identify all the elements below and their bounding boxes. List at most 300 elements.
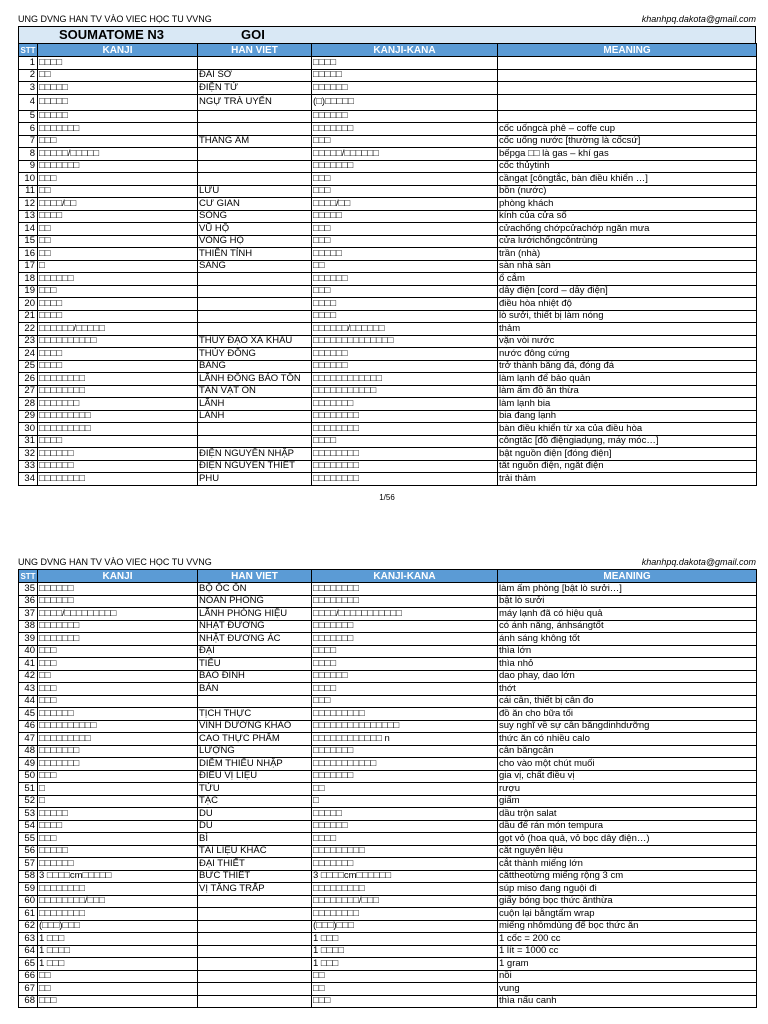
cell-han-viet: BỘ ỐC ÔN	[198, 583, 312, 596]
cell-stt: 65	[19, 958, 38, 971]
col-header-stt: STT	[20, 571, 36, 581]
cell-kanji-kana: □□□□□□□□	[312, 460, 498, 473]
cell-han-viet: BẢN	[198, 683, 312, 696]
cell-kanji-kana: □□□	[312, 235, 498, 248]
cell-kanji: □□□□□□□□□□	[38, 335, 198, 348]
cell-kanji: □□□	[38, 683, 198, 696]
cell-meaning: sàn nhà sàn	[498, 260, 757, 273]
cell-meaning: trở thành băng đá, đóng đá	[498, 360, 757, 373]
col-header-stt: STT	[20, 45, 36, 55]
cell-kanji-kana: □□□□□□/□□□□□□	[312, 323, 498, 336]
cell-kanji-kana: (□)□□□□□	[312, 94, 498, 110]
table-row	[19, 595, 757, 608]
cell-kanji: □□□□□□□	[38, 745, 198, 758]
header-title: UNG DVNG HAN TV VÀO VIEC HỌC TU VVNG	[18, 14, 212, 24]
cell-stt: 66	[19, 970, 38, 983]
cell-kanji-kana: □□□□□□	[312, 820, 498, 833]
table-row	[19, 310, 757, 323]
cell-han-viet: DIÊM THIỂU NHẬP	[198, 758, 312, 771]
cell-kanji-kana: □□□□□□□□□	[312, 883, 498, 896]
cell-kanji-kana: □□□	[312, 223, 498, 236]
table-row	[19, 733, 757, 746]
cell-han-viet: PHU	[198, 473, 312, 486]
cell-meaning: cốc thủytinh	[498, 160, 757, 173]
cell-kanji-kana: □□□□□□	[312, 82, 498, 95]
cell-stt: 8	[19, 148, 38, 161]
table-row	[19, 473, 757, 486]
cell-meaning: thảm	[498, 323, 757, 336]
cell-stt: 54	[19, 820, 38, 833]
table-row	[19, 423, 757, 436]
table-row	[19, 385, 757, 398]
cell-han-viet	[198, 895, 312, 908]
cell-han-viet	[198, 323, 312, 336]
cell-kanji-kana: □□□□□□□□□□□	[312, 385, 498, 398]
table-row	[19, 110, 757, 123]
cell-han-viet: TỬU	[198, 783, 312, 796]
table-row	[19, 360, 757, 373]
cell-stt: 44	[19, 695, 38, 708]
col-header-meaning: MEANING	[498, 570, 757, 583]
cell-stt: 3	[19, 82, 38, 95]
cell-stt: 25	[19, 360, 38, 373]
cell-kanji: □□□□□□	[38, 595, 198, 608]
cell-stt: 59	[19, 883, 38, 896]
cell-stt: 22	[19, 323, 38, 336]
table-row	[19, 758, 757, 771]
cell-han-viet	[198, 273, 312, 286]
cell-han-viet	[198, 173, 312, 186]
table-row	[19, 123, 757, 136]
cell-stt: 43	[19, 683, 38, 696]
table-row	[19, 620, 757, 633]
cell-kanji: □□□□□□	[38, 460, 198, 473]
cell-stt: 2	[19, 69, 38, 82]
cell-kanji-kana: □□□	[312, 695, 498, 708]
cell-han-viet: TỊCH THỰC	[198, 708, 312, 721]
cell-kanji: □□□□□□□	[38, 620, 198, 633]
table-row	[19, 94, 757, 110]
cell-kanji: □	[38, 260, 198, 273]
cell-kanji-kana: □□□□	[312, 298, 498, 311]
section-title-bar	[18, 26, 756, 43]
cell-kanji-kana: 1 □□□	[312, 958, 498, 971]
cell-stt: 17	[19, 260, 38, 273]
cell-stt: 30	[19, 423, 38, 436]
cell-kanji-kana: □□□	[312, 995, 498, 1008]
table-row	[19, 198, 757, 211]
cell-kanji: □□□□□□	[38, 273, 198, 286]
cell-meaning: dây điện [cord – dây điện]	[498, 285, 757, 298]
col-header-kanji-kana: KANJI-KANA	[312, 44, 498, 57]
cell-han-viet: ĐẠI	[198, 645, 312, 658]
cell-kanji: □□□	[38, 695, 198, 708]
cell-han-viet	[198, 995, 312, 1008]
cell-meaning: dầu trộn salat	[498, 808, 757, 821]
cell-kanji: □□	[38, 185, 198, 198]
cell-meaning: cuộn lại bằngtấm wrap	[498, 908, 757, 921]
cell-meaning: trải thảm	[498, 473, 757, 486]
cell-stt: 38	[19, 620, 38, 633]
cell-han-viet	[198, 298, 312, 311]
cell-meaning: suy nghĩ về sự cân bằngdinhdưỡng	[498, 720, 757, 733]
cell-han-viet: LÃNH	[198, 398, 312, 411]
cell-kanji: □□□□□□□	[38, 398, 198, 411]
cell-kanji-kana: □□	[312, 970, 498, 983]
cell-han-viet	[198, 435, 312, 448]
cell-meaning: bồn (nước)	[498, 185, 757, 198]
cell-kanji: □□□□/□□□□□□□□□	[38, 608, 198, 621]
table-row	[19, 683, 757, 696]
table-row	[19, 983, 757, 996]
cell-stt: 5	[19, 110, 38, 123]
cell-kanji: □□□□	[38, 820, 198, 833]
cell-stt: 27	[19, 385, 38, 398]
cell-kanji-kana: 3 □□□□cm□□□□□□	[312, 870, 498, 883]
cell-stt: 20	[19, 298, 38, 311]
cell-meaning	[498, 69, 757, 82]
cell-stt: 39	[19, 633, 38, 646]
cell-stt: 52	[19, 795, 38, 808]
cell-stt: 34	[19, 473, 38, 486]
cell-kanji-kana: □□□□□□□	[312, 633, 498, 646]
cell-kanji: □□	[38, 983, 198, 996]
cell-han-viet	[198, 970, 312, 983]
vocab-table	[18, 43, 757, 486]
cell-meaning: gọt vỏ (hoa quả, vỏ bọc dây điện…)	[498, 833, 757, 846]
cell-kanji-kana: □□	[312, 983, 498, 996]
cell-kanji: □	[38, 795, 198, 808]
table-row	[19, 223, 757, 236]
cell-kanji-kana: □□□□	[312, 658, 498, 671]
cell-meaning	[498, 110, 757, 123]
cell-meaning: cắt nguyên liệu	[498, 845, 757, 858]
table-row	[19, 670, 757, 683]
cell-stt: 24	[19, 348, 38, 361]
cell-meaning: lò sưởi, thiết bị làm nóng	[498, 310, 757, 323]
cell-han-viet: VÕNG HỘ	[198, 235, 312, 248]
table-row	[19, 870, 757, 883]
table-row	[19, 770, 757, 783]
cell-stt: 13	[19, 210, 38, 223]
cell-kanji: 1 □□□□	[38, 945, 198, 958]
cell-meaning: ánh sáng không tốt	[498, 633, 757, 646]
table-row	[19, 273, 757, 286]
cell-han-viet: NGỰ TRÀ UYỂN	[198, 94, 312, 110]
cell-stt: 16	[19, 248, 38, 261]
cell-kanji-kana: □□□□□□	[312, 110, 498, 123]
col-header-han-viet: HAN VIET	[198, 44, 312, 57]
cell-stt: 60	[19, 895, 38, 908]
cell-stt: 37	[19, 608, 38, 621]
cell-kanji: □□□□□□□	[38, 633, 198, 646]
cell-kanji-kana: □□□□□□□□	[312, 595, 498, 608]
cell-kanji: □□□□□□□□□□	[38, 720, 198, 733]
cell-meaning: làm lạnh để bảo quản	[498, 373, 757, 386]
cell-stt: 9	[19, 160, 38, 173]
table-row	[19, 908, 757, 921]
cell-han-viet: TÀN VẬT ÔN	[198, 385, 312, 398]
page-header	[18, 10, 756, 26]
table-row	[19, 57, 757, 70]
cell-meaning: đồ ăn cho bữa tối	[498, 708, 757, 721]
cell-kanji: □□□	[38, 770, 198, 783]
cell-kanji: □□□	[38, 135, 198, 148]
table-row	[19, 285, 757, 298]
cell-kanji: □□□□□□/□□□□□	[38, 323, 198, 336]
cell-kanji: □□□□□□□□□	[38, 423, 198, 436]
cell-kanji-kana: □□□□/□□	[312, 198, 498, 211]
cell-stt: 6	[19, 123, 38, 136]
cell-kanji-kana: □□□□□□□□	[312, 410, 498, 423]
cell-stt: 23	[19, 335, 38, 348]
cell-kanji-kana: □□□□	[312, 57, 498, 70]
cell-meaning: thớt	[498, 683, 757, 696]
cell-stt: 41	[19, 658, 38, 671]
cell-stt: 57	[19, 858, 38, 871]
cell-meaning: trần (nhà)	[498, 248, 757, 261]
cell-stt: 53	[19, 808, 38, 821]
cell-han-viet	[198, 110, 312, 123]
cell-han-viet: THỦY ĐẠO XÀ KHẨU	[198, 335, 312, 348]
cell-stt: 42	[19, 670, 38, 683]
cell-kanji: □□□□□□□□/□□□	[38, 895, 198, 908]
cell-stt: 29	[19, 410, 38, 423]
cell-kanji-kana: □□□□□□□	[312, 770, 498, 783]
cell-kanji-kana: □□□□□□□	[312, 620, 498, 633]
cell-han-viet: THIÊN TỈNH	[198, 248, 312, 261]
cell-kanji-kana: □□□□□□□□□□□□□□□	[312, 720, 498, 733]
table-row	[19, 335, 757, 348]
cell-stt: 61	[19, 908, 38, 921]
table-row	[19, 795, 757, 808]
cell-meaning: làm ấm phòng [bật lò sưởi…]	[498, 583, 757, 596]
cell-meaning: máy lạnh đã có hiệu quả	[498, 608, 757, 621]
cell-han-viet	[198, 908, 312, 921]
cell-kanji-kana: □□□□□□□	[312, 160, 498, 173]
cell-kanji-kana: □□□	[312, 135, 498, 148]
cell-meaning	[498, 57, 757, 70]
page-number: 1/56	[379, 492, 395, 502]
cell-han-viet: LÃNH ĐÔNG BẢO TỒN	[198, 373, 312, 386]
col-header-kanji: KANJI	[38, 44, 198, 57]
cell-han-viet: TẠC	[198, 795, 312, 808]
cell-kanji-kana: □□□	[312, 185, 498, 198]
cell-meaning: cân bằngcân	[498, 745, 757, 758]
cell-han-viet: TÀI LIỆU KHẮC	[198, 845, 312, 858]
cell-kanji: □□□□	[38, 210, 198, 223]
cell-meaning: 1 lít = 1000 cc	[498, 945, 757, 958]
vocab-table	[18, 569, 757, 1008]
cell-kanji: □□	[38, 69, 198, 82]
cell-kanji: □□□□□□□□□	[38, 733, 198, 746]
cell-kanji-kana: □□□□	[312, 833, 498, 846]
cell-han-viet: CƯ GIAN	[198, 198, 312, 211]
cell-han-viet	[198, 958, 312, 971]
cell-kanji: 1 □□□	[38, 933, 198, 946]
cell-kanji: 1 □□□	[38, 958, 198, 971]
table-row	[19, 895, 757, 908]
cell-kanji: □□□□/□□	[38, 198, 198, 211]
cell-kanji: □□□□	[38, 435, 198, 448]
cell-kanji: □□□□□□	[38, 448, 198, 461]
cell-kanji-kana: □□□□□□	[312, 273, 498, 286]
cell-meaning: cửa lướichốngcôntrùng	[498, 235, 757, 248]
cell-han-viet	[198, 933, 312, 946]
table-row	[19, 995, 757, 1008]
cell-kanji: □□□□□	[38, 110, 198, 123]
table-row	[19, 808, 757, 821]
cell-stt: 35	[19, 583, 38, 596]
cell-han-viet	[198, 423, 312, 436]
cell-han-viet	[198, 945, 312, 958]
cell-kanji-kana: □□□□/□□□□□□□□□□□	[312, 608, 498, 621]
cell-kanji-kana: □□□□□	[312, 210, 498, 223]
table-row	[19, 348, 757, 361]
cell-kanji: □□□	[38, 995, 198, 1008]
table-row	[19, 210, 757, 223]
cell-kanji-kana: □□□□□□□	[312, 123, 498, 136]
cell-meaning: bếpga □□ là gas – khí gas	[498, 148, 757, 161]
cell-kanji: □□□	[38, 658, 198, 671]
cell-kanji-kana: □□□□□□□□□□□□□□	[312, 335, 498, 348]
cell-han-viet	[198, 310, 312, 323]
cell-han-viet	[198, 123, 312, 136]
cell-meaning: 1 cốc = 200 cc	[498, 933, 757, 946]
table-row	[19, 608, 757, 621]
cell-kanji-kana: □	[312, 795, 498, 808]
table-row	[19, 658, 757, 671]
cell-han-viet: SONG	[198, 210, 312, 223]
cell-meaning: thức ăn có nhiều calo	[498, 733, 757, 746]
cell-han-viet: CAO THỰC PHẨM	[198, 733, 312, 746]
cell-kanji-kana: 1 □□□□	[312, 945, 498, 958]
table-row	[19, 373, 757, 386]
cell-kanji-kana: □□□□□□	[312, 670, 498, 683]
cell-han-viet	[198, 160, 312, 173]
cell-stt: 40	[19, 645, 38, 658]
table-row	[19, 583, 757, 596]
cell-meaning: cốc uốngcà phê – coffe cup	[498, 123, 757, 136]
cell-kanji: □□□□□□	[38, 708, 198, 721]
cell-meaning: ổ cắm	[498, 273, 757, 286]
cell-meaning: dầu để rán món tempura	[498, 820, 757, 833]
cell-han-viet: LƯỢNG	[198, 745, 312, 758]
cell-stt: 67	[19, 983, 38, 996]
cell-stt: 7	[19, 135, 38, 148]
cell-han-viet	[198, 983, 312, 996]
cell-stt: 47	[19, 733, 38, 746]
cell-kanji-kana: □□□□□□□	[312, 858, 498, 871]
table-row	[19, 173, 757, 186]
cell-stt: 62	[19, 920, 38, 933]
cell-meaning: cắt thành miếng lớn	[498, 858, 757, 871]
cell-kanji: □□□□	[38, 298, 198, 311]
table-row	[19, 858, 757, 871]
cell-kanji: □□□	[38, 645, 198, 658]
table-row	[19, 745, 757, 758]
cell-han-viet: ĐÀI SỞ	[198, 69, 312, 82]
cell-stt: 14	[19, 223, 38, 236]
cell-han-viet: THỦY ĐÔNG	[198, 348, 312, 361]
table-row	[19, 260, 757, 273]
col-header-han-viet: HAN VIET	[198, 570, 312, 583]
table-row	[19, 410, 757, 423]
cell-stt: 1	[19, 57, 38, 70]
cell-stt: 10	[19, 173, 38, 186]
header-email: khanhpq.dakota@gmail.com	[641, 557, 756, 567]
table-row	[19, 695, 757, 708]
cell-stt: 18	[19, 273, 38, 286]
cell-kanji: □□□□□□□□	[38, 883, 198, 896]
table-row	[19, 135, 757, 148]
document-page-2	[18, 553, 756, 1008]
cell-han-viet: BĂNG	[198, 360, 312, 373]
cell-stt: 32	[19, 448, 38, 461]
cell-meaning: thìa nấu canh	[498, 995, 757, 1008]
cell-meaning: 1 gram	[498, 958, 757, 971]
cell-meaning: làm ấm đồ ăn thừa	[498, 385, 757, 398]
cell-meaning: bật lò sưởi	[498, 595, 757, 608]
cell-han-viet: SÀNG	[198, 260, 312, 273]
cell-han-viet: ĐIỆN TỬ	[198, 82, 312, 95]
cell-stt: 46	[19, 720, 38, 733]
cell-kanji-kana: □□□□	[312, 683, 498, 696]
cell-han-viet: ĐIỆN NGUYÊN NHẬP	[198, 448, 312, 461]
cell-meaning: súp miso đang nguội đi	[498, 883, 757, 896]
cell-kanji: □□□□□	[38, 82, 198, 95]
cell-meaning: rượu	[498, 783, 757, 796]
cell-kanji: □□	[38, 670, 198, 683]
cell-kanji-kana: □□□□□□	[312, 348, 498, 361]
cell-kanji: □□□□□□□□	[38, 908, 198, 921]
cell-han-viet: LƯU	[198, 185, 312, 198]
table-row	[19, 920, 757, 933]
page-header	[18, 553, 756, 569]
cell-kanji-kana: □□□□□□□	[312, 398, 498, 411]
table-row	[19, 783, 757, 796]
cell-han-viet	[198, 695, 312, 708]
cell-kanji-kana: □□□□□□□□□□□□	[312, 373, 498, 386]
table-row	[19, 69, 757, 82]
cell-han-viet: BÌ	[198, 833, 312, 846]
cell-kanji: □□	[38, 235, 198, 248]
cell-han-viet: DU	[198, 820, 312, 833]
cell-kanji-kana: □□□□	[312, 310, 498, 323]
cell-stt: 28	[19, 398, 38, 411]
cell-kanji: 3 □□□□cm□□□□□	[38, 870, 198, 883]
cell-kanji-kana: □□□	[312, 173, 498, 186]
cell-meaning: làm lạnh bia	[498, 398, 757, 411]
cell-meaning: côngtắc [đồ điệngiadụng, máy móc…]	[498, 435, 757, 448]
table-row	[19, 708, 757, 721]
cell-kanji-kana: 1 □□□	[312, 933, 498, 946]
cell-kanji: □□□□□□□	[38, 758, 198, 771]
cell-stt: 51	[19, 783, 38, 796]
cell-kanji-kana: □□□□□□□□□	[312, 708, 498, 721]
cell-kanji-kana: □□□□□	[312, 69, 498, 82]
cell-kanji: □□□□□□□□	[38, 473, 198, 486]
cell-meaning	[498, 94, 757, 110]
cell-stt: 50	[19, 770, 38, 783]
section-title: GOI	[241, 27, 265, 42]
table-row	[19, 448, 757, 461]
cell-kanji-kana: □□□□□□□□	[312, 423, 498, 436]
cell-kanji: □□□	[38, 173, 198, 186]
cell-meaning: có ánh nắng, ánhsángtốt	[498, 620, 757, 633]
cell-kanji: □	[38, 783, 198, 796]
cell-meaning: bật nguồn điện [đóng điện]	[498, 448, 757, 461]
